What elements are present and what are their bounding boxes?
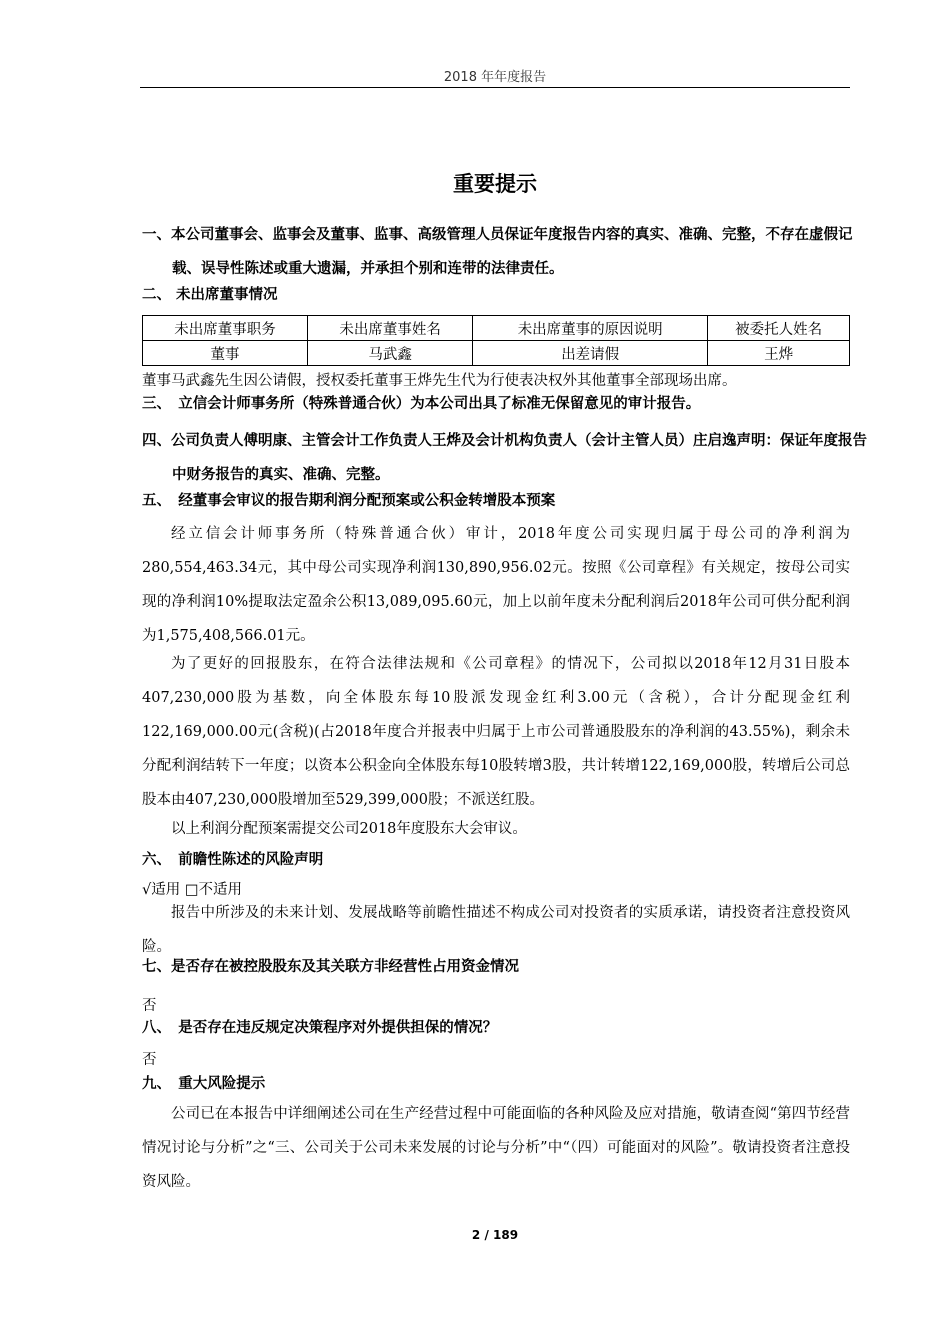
table-header-cell: 未出席董事姓名	[308, 316, 473, 341]
table-cell: 董事	[143, 341, 308, 366]
table-header-cell: 未出席董事职务	[143, 316, 308, 341]
table-header-cell: 被委托人姓名	[708, 316, 850, 341]
page-number: 2 / 189	[471, 1228, 519, 1242]
table-cell: 出差请假	[473, 341, 708, 366]
section-5-paragraph-3: 以上利润分配预案需提交公司2018年度股东大会审议。	[171, 821, 527, 837]
running-header: 2018 年年度报告	[443, 70, 547, 85]
section-1: 一、本公司董事会、监事会及董事、监事、高级管理人员保证年度报告内容的真实、准确、完整，不存在虚假记载、误导性陈述或重大遗漏，并承担个别和连带的法律责任。	[142, 227, 853, 277]
section-9-text: 公司已在本报告中详细阐述公司在生产经营过程中可能面临的各种风险及应对措施，敬请查阅“第四节经营情况讨论与分析”之“三、公司关于公司未来发展的讨论与分析”中“（四）可能面对的风险”。敬请投资者注意投资风险。	[142, 1106, 850, 1190]
table-cell: 马武鑫	[308, 341, 473, 366]
section-6-text: 报告中所涉及的未来计划、发展战略等前瞻性描述不构成公司对投资者的实质承诺，请投资者注意投资风险。	[142, 905, 850, 955]
section-7-answer: 否	[142, 998, 157, 1014]
table-header-row	[143, 316, 850, 341]
section-3: 三、 立信会计师事务所（特殊普通合伙）为本公司出具了标准无保留意见的审计报告。	[142, 396, 701, 412]
section-6-applicability: √适用 □不适用	[142, 882, 243, 898]
table-header-cell: 未出席董事的原因说明	[473, 316, 708, 341]
page-title: 重要提示	[453, 172, 537, 196]
section-9-heading: 九、 重大风险提示	[142, 1076, 266, 1092]
section-5-paragraph-2: 为了更好的回报股东，在符合法律法规和《公司章程》的情况下，公司拟以2018年12月31日股本407,230,000股为基数，向全体股东每10股派发现金红利3.00元（含税），合计分配现金红利122,169,000.00元(含税)(占2018年度合并报表中归属于上市公司普通股股东的净利润的43.55%)，剩余未分配利润结转下一年度；以资本公积金向全体股东每10股转增3股，共计转增122,169,000股，转增后公司总股本由407,230,000股增加至529,399,000股；不派送红股。	[142, 656, 850, 808]
section-2-heading: 二、 未出席董事情况	[142, 287, 278, 303]
header-rule	[140, 87, 850, 88]
section-2-note: 董事马武鑫先生因公请假，授权委托董事王烨先生代为行使表决权外其他董事全部现场出席。	[142, 373, 737, 389]
section-5-heading: 五、 经董事会审议的报告期利润分配预案或公积金转增股本预案	[142, 493, 556, 509]
section-7-heading: 七、是否存在被控股股东及其关联方非经营性占用资金情况	[142, 959, 519, 975]
section-5-paragraph-1: 经立信会计师事务所（特殊普通合伙）审计，2018年度公司实现归属于母公司的净利润为280,554,463.34元，其中母公司实现净利润130,890,956.02元。按照《公司章程》有关规定，按母公司实现的净利润10%提取法定盈余公积13,089,095.60元，加上以前年度未分配利润后2018年公司可供分配利润为1,575,408,566.01元。	[142, 526, 850, 644]
table-cell: 王烨	[708, 341, 850, 366]
section-8-answer: 否	[142, 1052, 157, 1068]
absent-directors-table	[142, 315, 850, 366]
section-4: 四、公司负责人傅明康、主管会计工作负责人王烨及会计机构负责人（会计主管人员）庄启逸声明：保证年度报告中财务报告的真实、准确、完整。	[142, 433, 867, 483]
section-8-heading: 八、 是否存在违反规定决策程序对外提供担保的情况？	[142, 1020, 498, 1036]
table-row	[143, 341, 850, 366]
section-6-heading: 六、 前瞻性陈述的风险声明	[142, 852, 324, 868]
